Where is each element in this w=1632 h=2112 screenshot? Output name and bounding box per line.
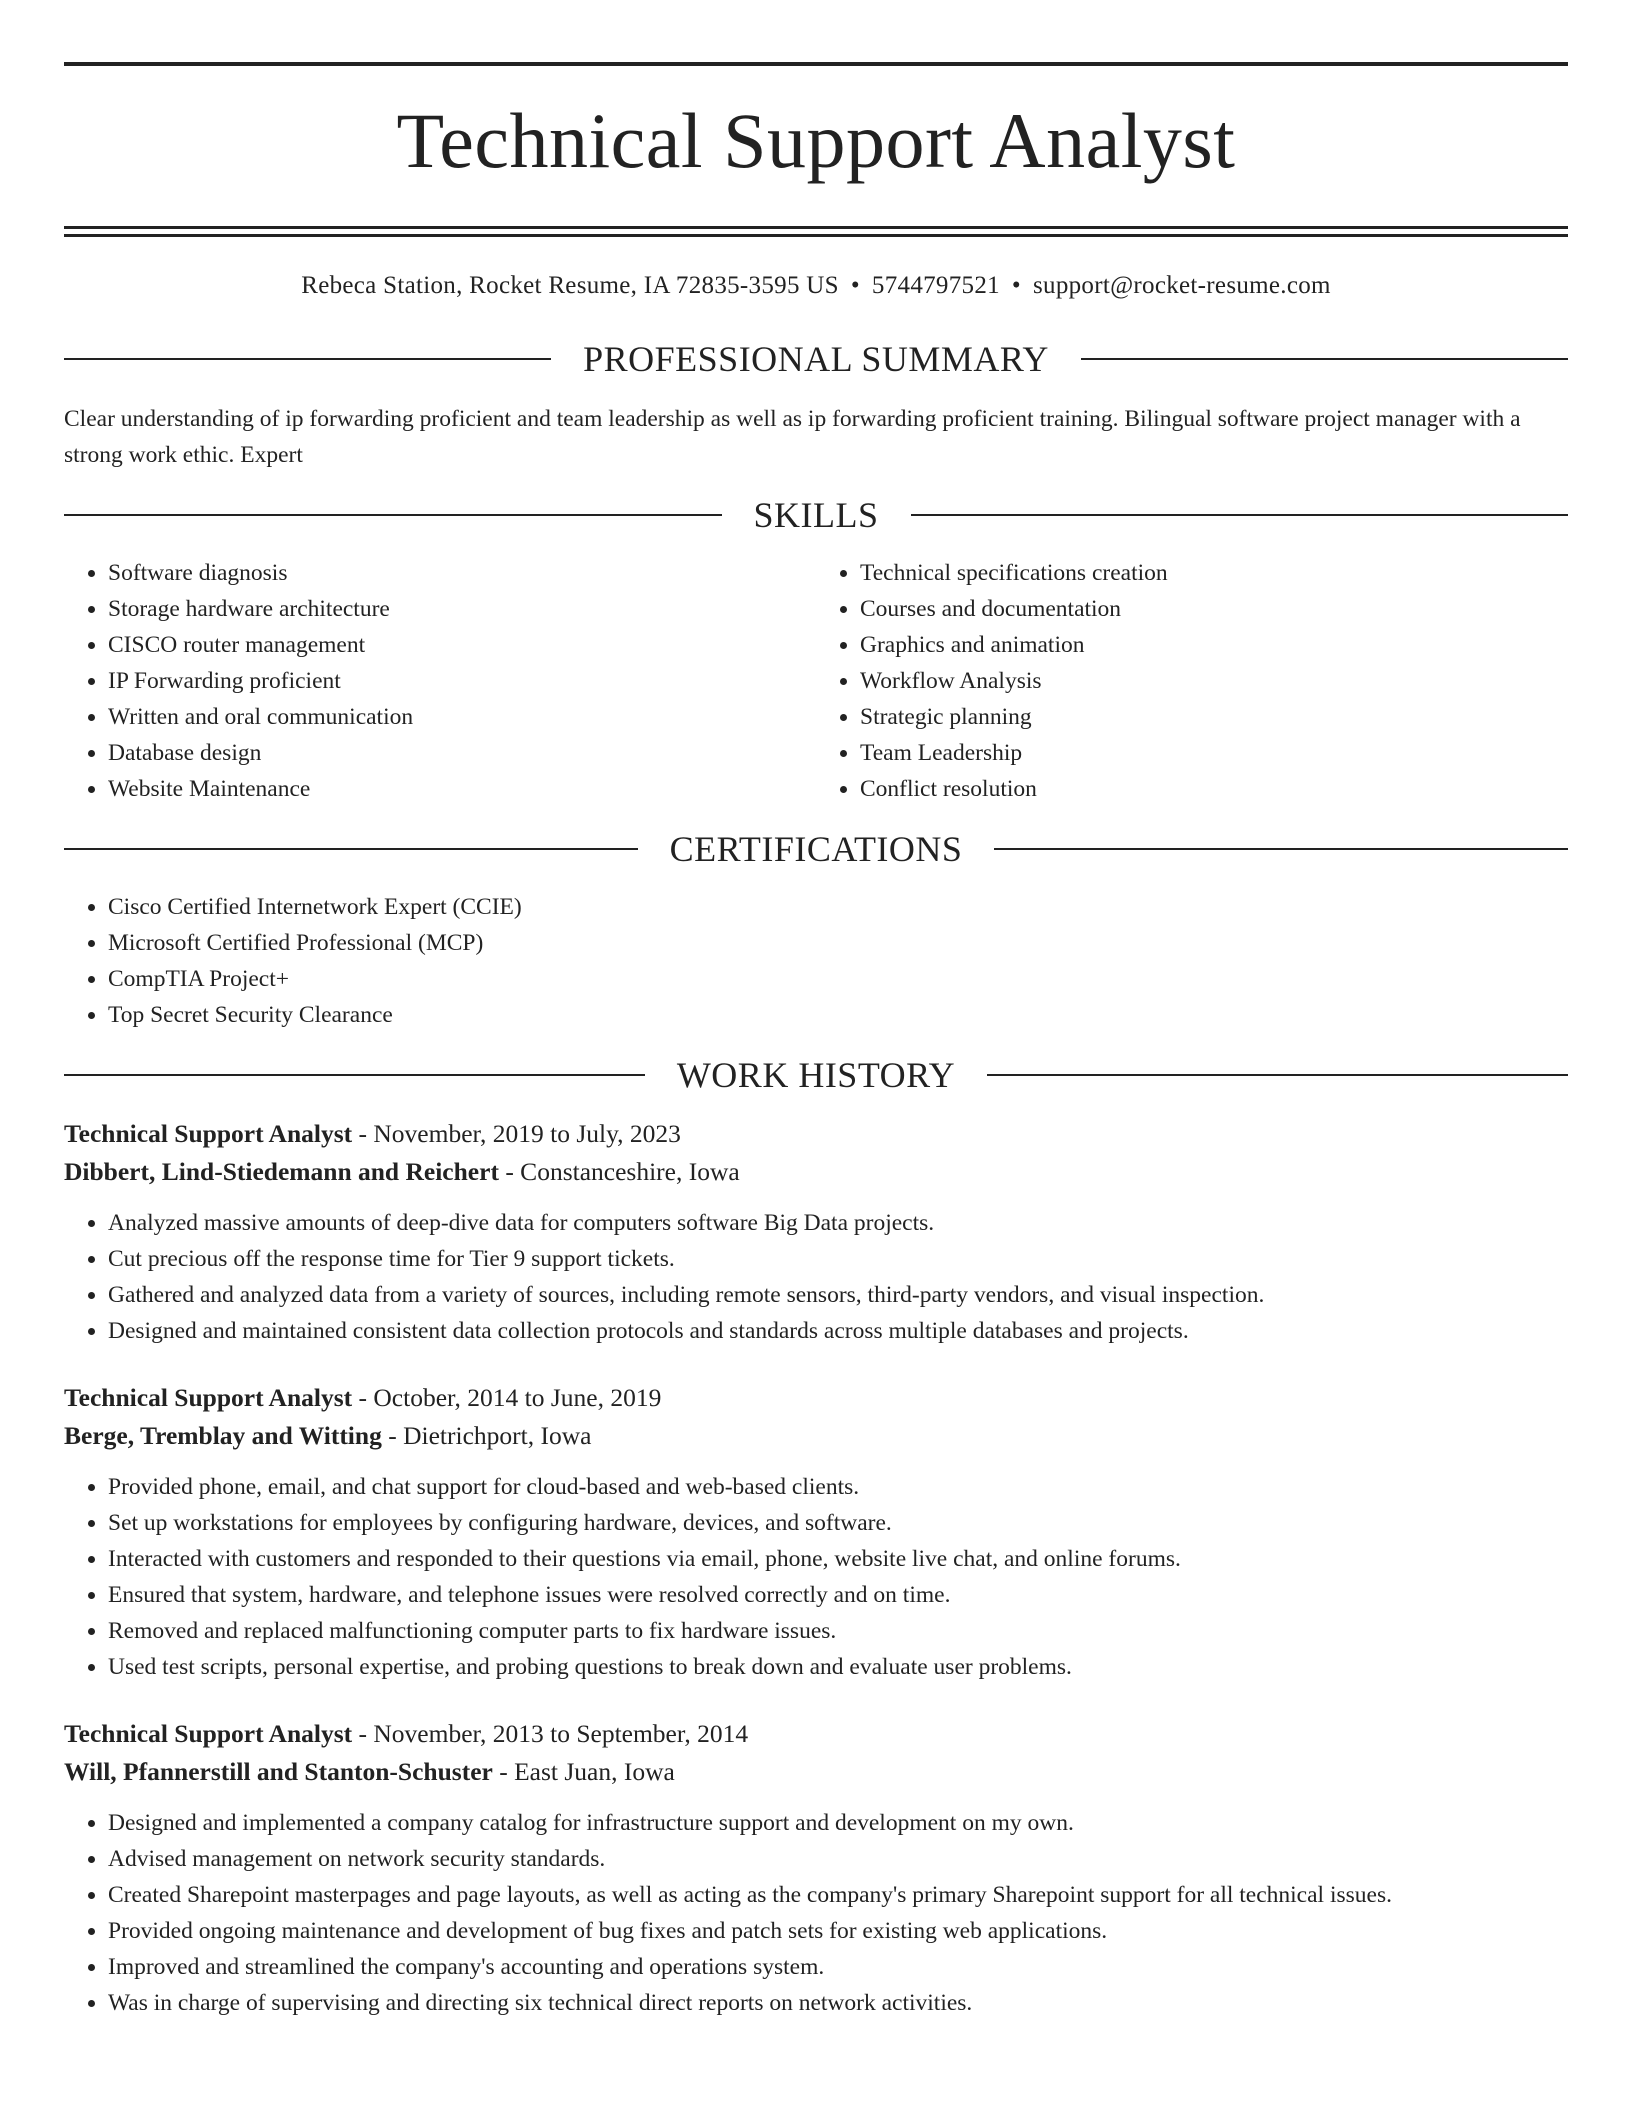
certifications-list: [64, 889, 1568, 1033]
skill-item: • Technical specifications creation: [860, 555, 1568, 591]
section-heading-work-history: [64, 1055, 1568, 1095]
section-heading-skills: [64, 495, 1568, 535]
job-title-line: [64, 1115, 1568, 1153]
heading-rule: [1081, 358, 1568, 360]
job-bullet: • Used test scripts, personal expertise, and probing questions to break down and evaluate user problems.: [108, 1649, 1568, 1685]
section-heading-label: SKILLS: [753, 495, 879, 535]
job-bullet: • Set up workstations for employees by configuring hardware, devices, and software.: [108, 1505, 1568, 1541]
job-bullet: • Interacted with customers and responded to their questions via email, phone, website live chat, and online forums.: [108, 1541, 1568, 1577]
job-bullet: • Advised management on network security standards.: [108, 1841, 1568, 1877]
heading-rule: [64, 1074, 645, 1076]
job-entry: [64, 1115, 1568, 1349]
job-bullet: • Removed and replaced malfunctioning computer parts to fix hardware issues.: [108, 1613, 1568, 1649]
certification-item: • Top Secret Security Clearance: [108, 997, 1568, 1033]
job-bullet: • Gathered and analyzed data from a variety of sources, including remote sensors, third-party vendors, and visual inspection.: [108, 1277, 1568, 1313]
job-location: - Constanceshire, Iowa: [498, 1157, 740, 1186]
job-title-line: [64, 1715, 1568, 1753]
resume-page: [64, 0, 1568, 2021]
skill-item: • Team Leadership: [860, 735, 1568, 771]
heading-rule: [64, 848, 638, 850]
section-heading-label: WORK HISTORY: [676, 1055, 956, 1095]
job-location: - Dietrichport, Iowa: [381, 1421, 592, 1450]
heading-rule: [64, 514, 722, 516]
skill-item: • Courses and documentation: [860, 591, 1568, 627]
job-bullet: • Was in charge of supervising and directing six technical direct reports on network activities.: [108, 1985, 1568, 2021]
contact-separator: •: [850, 272, 860, 299]
section-heading-label: PROFESSIONAL SUMMARY: [583, 339, 1049, 379]
contact-line: [64, 271, 1568, 301]
heading-rule: [987, 1074, 1568, 1076]
skills-column-left: [64, 555, 816, 807]
heading-rule: [64, 358, 551, 360]
job-bullet: • Cut precious off the response time for Tier 9 support tickets.: [108, 1241, 1568, 1277]
skills-list: [64, 555, 1568, 807]
job-bullet: • Ensured that system, hardware, and telephone issues were resolved correctly and on time.: [108, 1577, 1568, 1613]
job-bullet: • Analyzed massive amounts of deep-dive data for computers software Big Data projects.: [108, 1205, 1568, 1241]
skill-item: • Storage hardware architecture: [108, 591, 816, 627]
skill-item: • Graphics and animation: [860, 627, 1568, 663]
job-entry: [64, 1715, 1568, 2021]
skill-item: • Workflow Analysis: [860, 663, 1568, 699]
job-dates: - November, 2013 to September, 2014: [352, 1719, 749, 1748]
contact-separator: •: [1011, 272, 1021, 299]
contact-phone[interactable]: 5744797521: [871, 272, 1000, 299]
job-company: Berge, Tremblay and Witting: [64, 1421, 382, 1450]
job-title: Technical Support Analyst: [64, 1383, 353, 1412]
job-company-line: [64, 1417, 1568, 1455]
job-bullets: [64, 1469, 1568, 1685]
job-bullets: [64, 1805, 1568, 2021]
section-heading-label: CERTIFICATIONS: [669, 829, 963, 869]
job-company: Will, Pfannerstill and Stanton-Schuster: [64, 1757, 493, 1786]
summary-text: Clear understanding of ip forwarding proficient and team leadership as well as ip forwarding proficient training. Bilingual software project manager with a strong work ethic. Expert: [64, 406, 1521, 468]
job-bullet: • Designed and implemented a company catalog for infrastructure support and development on my own.: [108, 1805, 1568, 1841]
skill-item: • CISCO router management: [108, 627, 816, 663]
skill-item: • Strategic planning: [860, 699, 1568, 735]
skill-item: • Database design: [108, 735, 816, 771]
job-bullet: • Created Sharepoint masterpages and page layouts, as well as acting as the company's primary Sharepoint support for all technical issues.: [108, 1877, 1568, 1913]
job-company-line: [64, 1153, 1568, 1191]
contact-email[interactable]: support@rocket-resume.com: [1032, 272, 1331, 299]
job-title: Technical Support Analyst: [64, 1119, 353, 1148]
skill-item: • Written and oral communication: [108, 699, 816, 735]
skill-item: • Website Maintenance: [108, 771, 816, 807]
heading-rule: [994, 848, 1568, 850]
title-double-rule: [64, 226, 1568, 237]
job-location: - East Juan, Iowa: [492, 1757, 675, 1786]
skill-item: • IP Forwarding proficient: [108, 663, 816, 699]
job-dates: - October, 2014 to June, 2019: [352, 1383, 662, 1412]
job-dates: - November, 2019 to July, 2023: [352, 1119, 681, 1148]
job-bullets: [64, 1205, 1568, 1349]
top-rule: [64, 62, 1568, 66]
certification-item: • Cisco Certified Internetwork Expert (CCIE): [108, 889, 1568, 925]
skills-column-right: [816, 555, 1568, 807]
job-entry: [64, 1379, 1568, 1685]
section-heading-certifications: [64, 829, 1568, 869]
contact-address: Rebeca Station, Rocket Resume, IA 72835-3595 US: [301, 272, 839, 299]
job-bullet: • Provided ongoing maintenance and development of bug fixes and patch sets for existing web applications.: [108, 1913, 1568, 1949]
heading-rule: [911, 514, 1569, 516]
skill-item: • Software diagnosis: [108, 555, 816, 591]
section-heading-summary: [64, 339, 1568, 379]
job-bullet: • Improved and streamlined the company's accounting and operations system.: [108, 1949, 1568, 1985]
job-company-line: [64, 1753, 1568, 1791]
job-title-line: [64, 1379, 1568, 1417]
certification-item: • Microsoft Certified Professional (MCP): [108, 925, 1568, 961]
job-bullet: • Provided phone, email, and chat support for cloud-based and web-based clients.: [108, 1469, 1568, 1505]
job-company: Dibbert, Lind-Stiedemann and Reichert: [64, 1157, 499, 1186]
certification-item: • CompTIA Project+: [108, 961, 1568, 997]
skill-item: • Conflict resolution: [860, 771, 1568, 807]
job-title: Technical Support Analyst: [64, 1719, 353, 1748]
job-bullet: • Designed and maintained consistent data collection protocols and standards across multiple databases and projects.: [108, 1313, 1568, 1349]
resume-title: Technical Support Analyst: [396, 97, 1236, 184]
